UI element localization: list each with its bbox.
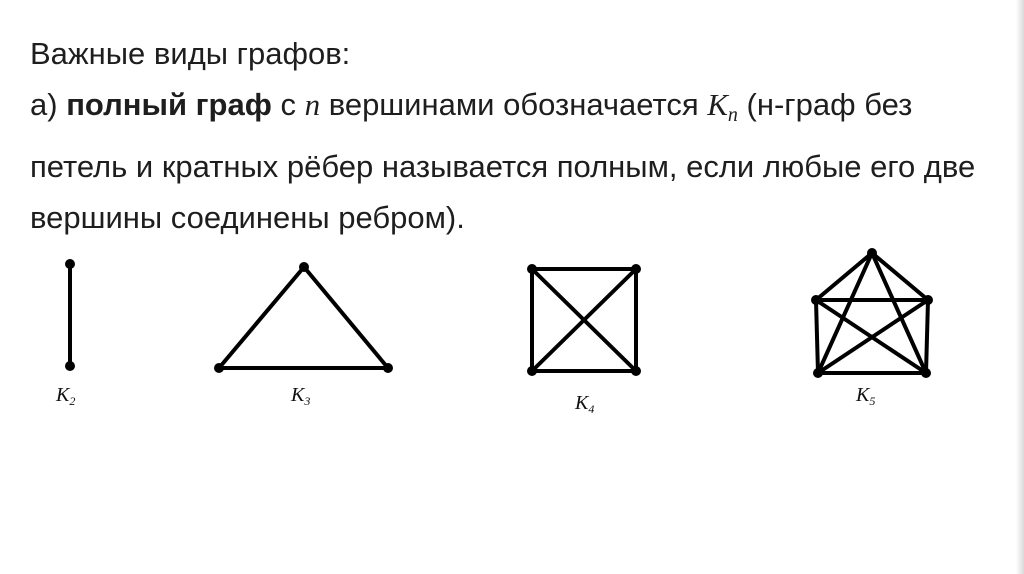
complete-graph-symbol: K bbox=[707, 87, 728, 122]
graph-k5-label: $K_5$ bbox=[856, 384, 876, 408]
graph-k3-label: $K_3$ bbox=[291, 384, 311, 408]
definition-prefix: а) bbox=[30, 87, 67, 122]
graph-k4 bbox=[527, 264, 641, 416]
complete-graph-symbol-sub: n bbox=[727, 104, 738, 126]
graph-k4-vertex bbox=[527, 366, 537, 376]
graph-k3-vertex bbox=[214, 363, 224, 373]
variable-n: n bbox=[304, 87, 321, 122]
graph-k2-vertex bbox=[65, 361, 75, 371]
slide-heading: Важные виды графов: bbox=[30, 36, 351, 71]
definition-middle: вершинами обозначается bbox=[320, 87, 708, 122]
graph-k5-vertex bbox=[921, 368, 931, 378]
graph-k2 bbox=[55, 259, 75, 408]
graph-k2-vertex bbox=[65, 259, 75, 269]
graph-k4-label: $K_4$ bbox=[575, 392, 595, 416]
graph-k5-vertex bbox=[867, 248, 877, 258]
definition-term: полный граф bbox=[66, 87, 272, 122]
graph-k3-vertex bbox=[383, 363, 393, 373]
graph-k5-vertex bbox=[811, 295, 821, 305]
graph-k5-edges bbox=[816, 253, 928, 373]
graph-k4-vertex bbox=[631, 264, 641, 274]
graph-k3-vertex bbox=[299, 262, 309, 272]
graph-k5-vertex bbox=[923, 295, 933, 305]
graph-k4-vertex bbox=[631, 366, 641, 376]
definition-rest: (н-граф без петель и кратных рёбер называется полным, если любые его две вершины соединены ребром). bbox=[30, 87, 976, 235]
graph-k3 bbox=[214, 262, 393, 408]
definition-with: с bbox=[271, 87, 305, 122]
graph-k3-edges bbox=[219, 267, 388, 368]
graph-k5-vertex bbox=[813, 368, 823, 378]
graph-k5 bbox=[811, 248, 933, 408]
graph-k2-label: $K_2$ bbox=[56, 384, 76, 408]
graph-k4-vertex bbox=[527, 264, 537, 274]
